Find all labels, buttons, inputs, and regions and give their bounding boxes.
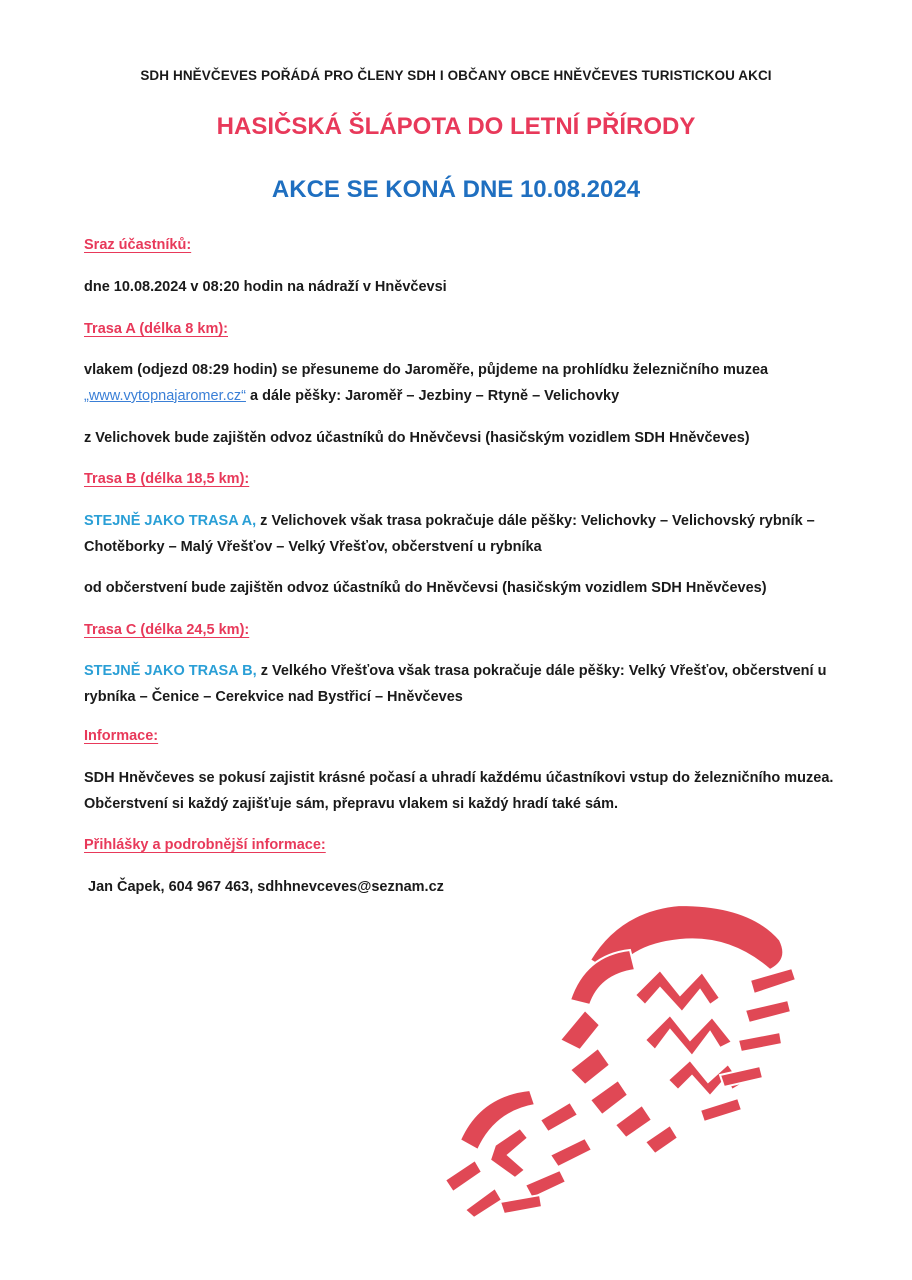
info-text: SDH Hněvčeves se pokusí zajistit krásné počasí a uhradí každému účastníkovi vstup do železničního muzea. Občerstvení si každý zajišťuje sám, přepravu vlakem si každý hradí také sám. bbox=[84, 770, 834, 812]
info-heading: Informace: bbox=[84, 728, 159, 744]
contact-heading: Přihlášky a podrobnější informace: bbox=[84, 837, 326, 853]
museum-link[interactable]: „www.vytopnajaromer.cz“ bbox=[84, 388, 246, 404]
route-b-text bbox=[84, 508, 844, 560]
route-c-heading: Trasa C (délka 24,5 km): bbox=[84, 622, 250, 638]
boot-print-icon bbox=[420, 880, 820, 1220]
route-c-text bbox=[84, 658, 844, 710]
event-date: AKCE SE KONÁ DNE 10.08.2024 bbox=[271, 176, 641, 203]
meeting-text: dne 10.08.2024 v 08:20 hodin na nádraží v Hněvčevsi bbox=[84, 279, 447, 295]
route-b-transport: od občerstvení bude zajištěn odvoz účastníků do Hněvčevsi (hasičským vozidlem SDH Hněvčeves) bbox=[84, 580, 767, 596]
route-a-text-2: a dále pěšky: Jaroměř – Jezbiny – Rtyně – Velichovky bbox=[245, 388, 620, 404]
route-a-transport: z Velichovek bude zajištěn odvoz účastníků do Hněvčevsi (hasičským vozidlem SDH Hněvčeves) bbox=[84, 430, 750, 446]
intro-line: SDH HNĚVČEVES POŘÁDÁ PRO ČLENY SDH I OBČANY OBCE HNĚVČEVES TURISTICKOU AKCI bbox=[140, 68, 772, 83]
meeting-heading: Sraz účastníků: bbox=[84, 237, 192, 253]
event-title: HASIČSKÁ ŠLÁPOTA DO LETNÍ PŘÍRODY bbox=[216, 113, 696, 140]
route-a-text-1: vlakem (odjezd 08:29 hodin) se přesuneme do Jaroměře, půjdeme na prohlídku železničního muzea bbox=[84, 362, 769, 378]
route-b-lead: STEJNĚ JAKO TRASA A, bbox=[84, 513, 257, 529]
route-a-text bbox=[84, 357, 844, 409]
route-b-body: z Velichovek však trasa pokračuje dále pěšky: Velichovky – Velichovský rybník – Chotěborky – Malý Vřešťov – Velký Vřešťov, občerstvení u rybníka bbox=[84, 513, 815, 555]
route-b-heading: Trasa B (délka 18,5 km): bbox=[84, 471, 250, 487]
route-a-heading: Trasa A (délka 8 km): bbox=[84, 321, 228, 337]
route-c-lead: STEJNĚ JAKO TRASA B, bbox=[84, 663, 257, 679]
contact-text: Jan Čapek, 604 967 463, sdhhnevceves@seznam.cz bbox=[88, 879, 444, 895]
route-c-body: z Velkého Vřešťova však trasa pokračuje dále pěšky: Velký Vřešťov, občerstvení u rybníka – Čenice – Cerekvice nad Bystřicí – Hněvčeves bbox=[84, 663, 827, 705]
